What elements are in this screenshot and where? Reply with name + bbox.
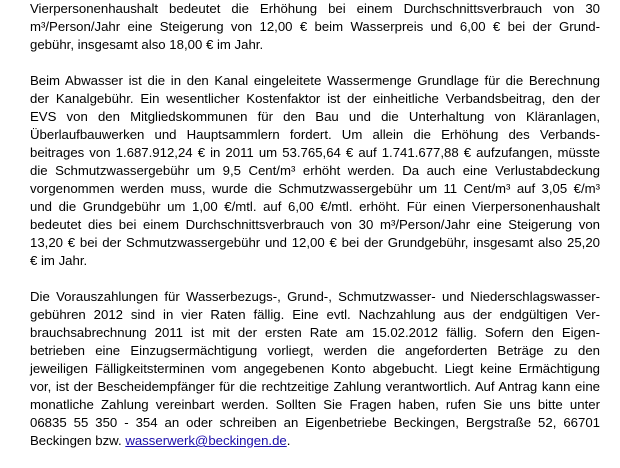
text-line: 13,20 € bei der Schmutzwassergebühr und 12,00 € bei der Grundgebühr, insgesamt also 25,20 bbox=[30, 235, 600, 250]
text-line: beitrages von 1.687.912,24 € in 2011 um 53.765,64 € auf 1.741.677,88 € aufzufangen, müsste bbox=[30, 145, 600, 160]
text-line: vor, ist der Bescheidempfänger für die rechtzeitige Zahlung verantwortlich. Auf Antrag kann eine bbox=[30, 379, 600, 394]
text-line: und die Grundgebühr um 1,00 €/mtl. auf 6,00 €/mtl. erhöht. Für einen Vierpersonenhaushalt bbox=[30, 199, 600, 214]
text-line: die Schmutzwassergebühr um 9,5 Cent/m³ erhöht werden. Da auch eine Verlustabdeckung bbox=[30, 163, 600, 178]
text-line: der Kanalgebühr. Ein wesentlicher Kostenfaktor ist der einheitliche Verbandsbeitrag, den der bbox=[30, 91, 600, 106]
contact-prefix: Beckingen bzw. bbox=[30, 433, 126, 448]
text-line: Vierpersonenhaushalt bedeutet die Erhöhung bei einem Durchschnittsverbrauch von 30 bbox=[30, 1, 600, 16]
text-line: EVS von den Mitgliedskommunen für den Bau und die Unterhaltung von Kläranlagen, bbox=[30, 109, 600, 124]
text-line: Überlaufbauwerken und Hauptsammlern fordert. Um allein die Erhöhung des Verbands- bbox=[30, 127, 600, 142]
text-line: € im Jahr. bbox=[30, 253, 88, 268]
text-line: vorgenommen werden muss, wurde die Schmutzwassergebühr um 11 Cent/m³ auf 3,05 €/m³ bbox=[30, 181, 600, 196]
email-link[interactable]: wasserwerk@beckingen.de bbox=[125, 433, 287, 448]
paragraph-wastewater bbox=[30, 72, 600, 270]
text-line: 06835 55 350 - 354 an oder schreiben an Eigenbetriebe Beckingen, Bergstraße 52, 66701 bbox=[30, 415, 600, 430]
text-line: gebühren 2012 sind in vier Raten fällig. Eine evtl. Nachzahlung aus der endgültigen Ver- bbox=[30, 307, 600, 322]
text-line: monatliche Zahlung vereinbart werden. Sollten Sie Fragen haben, rufen Sie uns bitte unter bbox=[30, 397, 600, 412]
text-line: brauchsabrechnung 2011 ist mit der ersten Rate am 15.02.2012 fällig. Sofern den Eigen- bbox=[30, 325, 600, 340]
text-line: bedeutet dies bei einem Durchschnittsverbrauch von 30 m³/Person/Jahr eine Steigerung von bbox=[30, 217, 600, 232]
text-line: Beim Abwasser ist die in den Kanal eingeleitete Wassermenge Grundlage für die Berechnung bbox=[30, 73, 600, 88]
text-line: gebühr, insgesamt also 18,00 € im Jahr. bbox=[30, 37, 264, 52]
text-line: Die Vorauszahlungen für Wasserbezugs-, Grund-, Schmutzwasser- und Niederschlagswasser- bbox=[30, 289, 600, 304]
paragraph-water-fee-summary bbox=[30, 0, 600, 54]
text-line: m³/Person/Jahr eine Steigerung von 12,00 € beim Wasserpreis und 6,00 € bei der Grund- bbox=[30, 19, 600, 34]
text-line: jeweiligen Fälligkeitsterminen vom angegebenen Konto abgebucht. Liegt keine Ermächtigung bbox=[30, 361, 600, 376]
document-body bbox=[30, 0, 600, 468]
paragraph-prepayments bbox=[30, 288, 600, 450]
text-line: betrieben eine Einzugsermächtigung vorliegt, werden die angeforderten Beträge zu den bbox=[30, 343, 600, 358]
contact-suffix: . bbox=[286, 433, 291, 448]
text-line-contact bbox=[30, 432, 600, 450]
